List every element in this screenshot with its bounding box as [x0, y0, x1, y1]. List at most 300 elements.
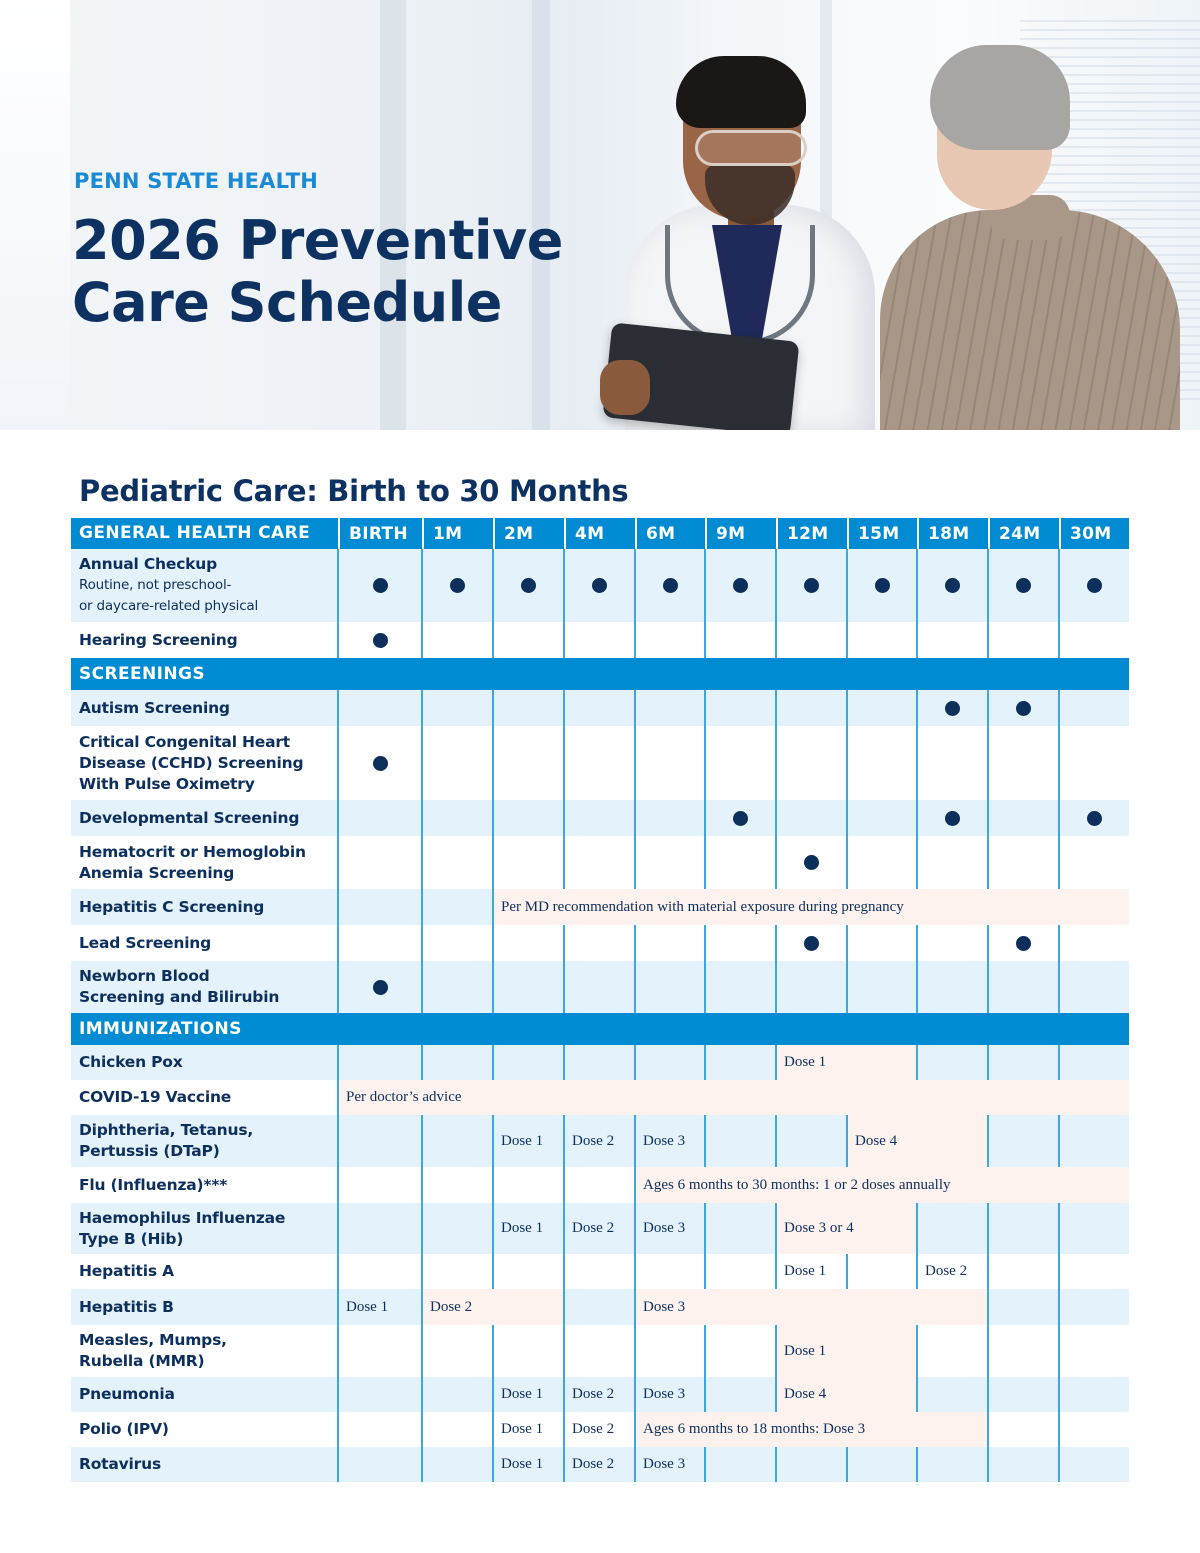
column-divider [704, 622, 706, 658]
table-row [71, 1325, 1129, 1377]
row-label-text: Autism Screening [79, 698, 230, 717]
scheduled-dot-icon [373, 633, 388, 648]
column-divider [492, 690, 494, 726]
column-header-9m: 9M [705, 518, 776, 549]
row-label-line: Rubella (MMR) [79, 1352, 205, 1370]
column-divider [987, 800, 989, 836]
dose-cell: Dose 1 [501, 1132, 544, 1149]
dose-cell: Dose 2 [572, 1132, 615, 1149]
column-header-6m: 6M [635, 518, 705, 549]
column-divider [1058, 1045, 1060, 1080]
row-label [71, 1289, 338, 1325]
column-divider [987, 1447, 989, 1482]
scheduled-dot-icon [875, 578, 890, 593]
table-row [71, 800, 1129, 836]
row-label [71, 925, 338, 961]
column-divider [421, 1167, 423, 1203]
section-bar-immunizations [71, 1013, 1129, 1045]
column-divider [563, 800, 565, 836]
dose-range: Per doctor’s advice [338, 1080, 1129, 1115]
row-label-line: Newborn Blood [79, 967, 210, 985]
column-header-4m: 4M [564, 518, 635, 549]
scheduled-dot-icon [733, 578, 748, 593]
column-divider [987, 1045, 989, 1080]
dose-cell: Dose 3 [643, 1386, 686, 1402]
scheduled-dot-icon [1016, 701, 1031, 716]
column-divider [634, 925, 636, 961]
table-row [71, 1412, 1129, 1447]
row-label-line: Diphtheria, Tetanus, [79, 1121, 254, 1139]
dose-cell: Dose 3 [643, 1132, 686, 1149]
column-divider [563, 622, 565, 658]
column-divider [775, 1203, 777, 1254]
row-label-line: Haemophilus Influenzae [79, 1208, 286, 1227]
column-divider [916, 622, 918, 658]
scheduled-dot-icon [663, 578, 678, 593]
column-divider [846, 800, 848, 836]
dose-range: Dose 3 or 4 [776, 1203, 917, 1254]
row-label [71, 1203, 338, 1254]
column-divider [421, 1289, 423, 1325]
row-label-text: Lead Screening [79, 933, 212, 952]
column-divider [634, 800, 636, 836]
dose-cell: Dose 1 [501, 1386, 544, 1402]
column-divider [634, 1045, 636, 1080]
table-row [71, 690, 1129, 726]
column-divider [563, 726, 565, 800]
column-divider [492, 800, 494, 836]
column-divider [775, 1254, 777, 1289]
column-divider [987, 1115, 989, 1167]
dose-cell: Dose 2 [572, 1456, 615, 1472]
column-divider [634, 622, 636, 658]
column-divider [492, 1167, 494, 1203]
scheduled-dot-icon [733, 811, 748, 826]
column-divider [846, 726, 848, 800]
column-divider [421, 622, 423, 658]
column-divider [775, 622, 777, 658]
column-divider [634, 836, 636, 889]
column-divider [1058, 726, 1060, 800]
column-divider [775, 1447, 777, 1482]
row-label [71, 836, 338, 889]
row-label-text: Chicken Pox [79, 1053, 183, 1071]
column-divider [563, 1115, 565, 1167]
row-label [71, 800, 338, 836]
column-divider [492, 1045, 494, 1080]
table-row [71, 961, 1129, 1013]
dose-range: Dose 3 [635, 1289, 988, 1325]
column-divider [421, 549, 423, 622]
table-row [71, 1203, 1129, 1254]
column-divider [775, 1115, 777, 1167]
section-heading: SCREENINGS [79, 663, 206, 684]
column-divider [987, 925, 989, 961]
scheduled-dot-icon [521, 578, 536, 593]
column-divider [634, 690, 636, 726]
row-label-text: Hepatitis C Screening [79, 897, 265, 916]
column-divider [634, 1325, 636, 1377]
scheduled-dot-icon [592, 578, 607, 593]
column-divider [492, 836, 494, 889]
column-divider [421, 1115, 423, 1167]
column-divider [775, 836, 777, 889]
dose-cell: Dose 1 [346, 1298, 389, 1315]
column-divider [634, 1167, 636, 1203]
dose-range: Dose 1 [776, 1325, 917, 1377]
column-divider [421, 726, 423, 800]
column-divider [987, 549, 989, 622]
column-divider [704, 726, 706, 800]
column-header-birth: BIRTH [338, 518, 422, 549]
column-divider [421, 1447, 423, 1482]
dose-cell: Dose 3 [643, 1456, 686, 1472]
column-divider [916, 961, 918, 1013]
column-divider [563, 690, 565, 726]
column-divider [987, 1203, 989, 1254]
column-divider [421, 925, 423, 961]
dose-range: Ages 6 months to 18 months: Dose 3 [635, 1412, 988, 1447]
column-divider [775, 800, 777, 836]
column-divider [916, 1203, 918, 1254]
scheduled-dot-icon [373, 578, 388, 593]
column-divider [563, 1167, 565, 1203]
dose-cell: Dose 1 [501, 1456, 544, 1472]
column-divider [1058, 1412, 1060, 1447]
row-label-text: Hepatitis A [79, 1262, 174, 1280]
scheduled-dot-icon [373, 756, 388, 771]
scheduled-dot-icon [373, 980, 388, 995]
column-divider [846, 622, 848, 658]
column-divider [563, 836, 565, 889]
column-divider [704, 1115, 706, 1167]
column-divider [634, 1203, 636, 1254]
row-label-text: Annual Checkup [79, 555, 218, 573]
table-row [71, 1115, 1129, 1167]
column-header-24m: 24M [988, 518, 1059, 549]
column-divider [1058, 622, 1060, 658]
table-row [71, 836, 1129, 889]
table-row [71, 1080, 1129, 1115]
column-divider [916, 1447, 918, 1482]
column-header-18m: 18M [917, 518, 988, 549]
column-divider [916, 836, 918, 889]
row-label-text: COVID-19 Vaccine [79, 1088, 232, 1106]
column-divider [704, 1447, 706, 1482]
column-divider [634, 961, 636, 1013]
column-divider [1058, 836, 1060, 889]
column-divider [492, 925, 494, 961]
row-label-line: Type B (Hib) [79, 1229, 184, 1248]
dose-cell: Dose 1 [501, 1220, 544, 1236]
column-divider [987, 1254, 989, 1289]
column-divider [421, 1325, 423, 1377]
column-divider [563, 1203, 565, 1254]
dose-range: Dose 2 [422, 1289, 564, 1325]
column-divider [563, 1325, 565, 1377]
column-divider [846, 549, 848, 622]
row-label [71, 1254, 338, 1289]
column-divider [704, 961, 706, 1013]
column-divider [846, 1447, 848, 1482]
column-divider [1058, 1447, 1060, 1482]
column-divider [421, 800, 423, 836]
row-label [71, 1045, 338, 1080]
row-label-line: Hematocrit or Hemoglobin [79, 842, 306, 861]
row-label-text: Hepatitis B [79, 1297, 174, 1316]
dose-range: Ages 6 months to 30 months: 1 or 2 doses annually [635, 1167, 1129, 1203]
row-label [71, 1447, 338, 1482]
column-divider [704, 836, 706, 889]
column-divider [704, 690, 706, 726]
row-sublabel: or daycare-related physical [79, 598, 259, 614]
column-divider [916, 1254, 918, 1289]
table-row [71, 726, 1129, 800]
column-divider [704, 1254, 706, 1289]
page-title [72, 210, 563, 334]
scheduled-dot-icon [1016, 936, 1031, 951]
table-row [71, 1167, 1129, 1203]
column-divider [846, 1254, 848, 1289]
table-row [71, 1447, 1129, 1482]
column-divider [775, 961, 777, 1013]
column-divider [775, 1377, 777, 1412]
column-divider [704, 925, 706, 961]
column-divider [987, 1289, 989, 1325]
row-label [71, 1080, 338, 1115]
dose-cell: Dose 2 [572, 1421, 615, 1437]
column-divider [634, 1115, 636, 1167]
column-divider [492, 1377, 494, 1412]
dose-range: Dose 1 [776, 1045, 917, 1080]
column-header-12m: 12M [776, 518, 847, 549]
section-heading: IMMUNIZATIONS [79, 1018, 242, 1039]
page-title-line-2: Care Schedule [72, 271, 502, 334]
column-divider [492, 1203, 494, 1254]
scheduled-dot-icon [1016, 578, 1031, 593]
column-divider [492, 961, 494, 1013]
table-row [71, 622, 1129, 658]
column-divider [987, 622, 989, 658]
row-label-text: Developmental Screening [79, 808, 300, 827]
column-divider [634, 549, 636, 622]
column-divider [634, 1412, 636, 1447]
column-divider [492, 889, 494, 925]
table-row [71, 889, 1129, 925]
scheduled-dot-icon [1087, 811, 1102, 826]
row-label [71, 889, 338, 925]
column-divider [1058, 1289, 1060, 1325]
dose-cell: Dose 2 [572, 1220, 615, 1236]
column-divider [421, 690, 423, 726]
column-divider [775, 1045, 777, 1080]
column-divider [987, 836, 989, 889]
row-label [71, 961, 338, 1013]
column-header-30m: 30M [1059, 518, 1129, 549]
column-divider [563, 925, 565, 961]
column-divider [634, 1289, 636, 1325]
column-divider [704, 1203, 706, 1254]
row-label [71, 1377, 338, 1412]
row-label-text: Hearing Screening [79, 630, 238, 649]
column-divider [846, 690, 848, 726]
column-divider [704, 1377, 706, 1412]
column-divider [987, 690, 989, 726]
column-divider [846, 836, 848, 889]
column-divider [492, 1447, 494, 1482]
scheduled-dot-icon [804, 936, 819, 951]
column-divider [634, 726, 636, 800]
row-label-line: Anemia Screening [79, 863, 235, 882]
column-divider [421, 1412, 423, 1447]
column-divider [916, 1045, 918, 1080]
column-divider [563, 1377, 565, 1412]
row-label [71, 1167, 338, 1203]
dose-range: Dose 4 [847, 1115, 988, 1167]
row-label [71, 1115, 338, 1167]
table-header-row [71, 518, 1129, 549]
column-divider [704, 1045, 706, 1080]
brand-name: PENN STATE HEALTH [74, 169, 318, 193]
dose-cell: Dose 1 [784, 1263, 827, 1279]
column-divider [846, 925, 848, 961]
row-label-line: Disease (CCHD) Screening [79, 753, 304, 772]
column-divider [563, 961, 565, 1013]
column-divider [1058, 1254, 1060, 1289]
hero-banner [0, 0, 1200, 430]
column-divider [1058, 961, 1060, 1013]
column-divider [563, 1289, 565, 1325]
column-divider [916, 800, 918, 836]
row-label [71, 1412, 338, 1447]
column-divider [916, 1377, 918, 1412]
column-divider [1058, 549, 1060, 622]
column-divider [987, 1325, 989, 1377]
section-title: Pediatric Care: Birth to 30 Months [79, 474, 629, 508]
row-label [71, 622, 338, 658]
row-label [71, 549, 338, 622]
column-divider [916, 726, 918, 800]
column-divider [775, 549, 777, 622]
column-divider [634, 1254, 636, 1289]
column-divider [846, 961, 848, 1013]
table-row [71, 1377, 1129, 1412]
column-divider [775, 1325, 777, 1377]
scheduled-dot-icon [945, 701, 960, 716]
column-divider [421, 961, 423, 1013]
row-label-line: Critical Congenital Heart [79, 732, 291, 751]
row-label-line: Screening and Bilirubin [79, 988, 280, 1006]
section-bar-screenings [71, 658, 1129, 690]
column-divider [492, 549, 494, 622]
dose-cell: Dose 1 [501, 1421, 544, 1437]
column-divider [421, 889, 423, 925]
column-divider [563, 1254, 565, 1289]
scheduled-dot-icon [945, 811, 960, 826]
column-divider [421, 1203, 423, 1254]
column-divider [563, 549, 565, 622]
column-header-15m: 15M [847, 518, 917, 549]
row-label-text: Pneumonia [79, 1385, 175, 1403]
column-divider [1058, 1377, 1060, 1412]
table-row [71, 549, 1129, 622]
column-divider [421, 836, 423, 889]
column-divider [1058, 925, 1060, 961]
row-label [71, 690, 338, 726]
dose-range: Per MD recommendation with material exposure during pregnancy [493, 889, 1129, 925]
column-divider [987, 726, 989, 800]
column-divider [563, 1045, 565, 1080]
dose-cell: Dose 3 [643, 1220, 686, 1236]
column-divider [492, 622, 494, 658]
column-divider [704, 1325, 706, 1377]
column-divider [1058, 1325, 1060, 1377]
table-row [71, 1254, 1129, 1289]
column-divider [1058, 1115, 1060, 1167]
row-label-line: Measles, Mumps, [79, 1331, 227, 1349]
column-divider [492, 1325, 494, 1377]
scheduled-dot-icon [945, 578, 960, 593]
column-divider [916, 690, 918, 726]
table-row [71, 1289, 1129, 1325]
column-divider [563, 1412, 565, 1447]
column-divider [775, 925, 777, 961]
column-divider [634, 1447, 636, 1482]
row-label-line: Pertussis (DTaP) [79, 1142, 220, 1160]
scheduled-dot-icon [1087, 578, 1102, 593]
schedule-table [71, 518, 1129, 1482]
header-general-health-care: GENERAL HEALTH CARE [79, 523, 311, 543]
row-label-text: Flu (Influenza)*** [79, 1175, 228, 1194]
dose-cell: Dose 2 [572, 1386, 615, 1402]
scheduled-dot-icon [804, 578, 819, 593]
column-divider [775, 726, 777, 800]
column-divider [421, 1377, 423, 1412]
column-divider [421, 1045, 423, 1080]
column-divider [492, 1412, 494, 1447]
column-divider [563, 1447, 565, 1482]
column-divider [704, 549, 706, 622]
row-label-text: Polio (IPV) [79, 1420, 169, 1438]
column-divider [987, 1377, 989, 1412]
row-sublabel: Routine, not preschool- [79, 577, 232, 593]
page-title-line-1: 2026 Preventive [72, 209, 563, 272]
scheduled-dot-icon [804, 855, 819, 870]
row-label [71, 1325, 338, 1377]
column-divider [987, 961, 989, 1013]
column-header-1m: 1M [422, 518, 493, 549]
column-divider [634, 1377, 636, 1412]
column-divider [492, 726, 494, 800]
column-divider [916, 549, 918, 622]
column-divider [916, 925, 918, 961]
column-divider [775, 690, 777, 726]
dose-range: Dose 4 [776, 1377, 917, 1412]
scheduled-dot-icon [450, 578, 465, 593]
column-divider [987, 1412, 989, 1447]
hero-window-panel [0, 0, 70, 430]
row-label-text: Rotavirus [79, 1455, 161, 1473]
column-divider [492, 1115, 494, 1167]
row-label [71, 726, 338, 800]
table-row [71, 1045, 1129, 1080]
column-divider [1058, 1203, 1060, 1254]
table-row [71, 925, 1129, 961]
column-divider [1058, 800, 1060, 836]
column-divider [1058, 690, 1060, 726]
dose-cell: Dose 2 [925, 1263, 968, 1279]
column-divider [492, 1254, 494, 1289]
